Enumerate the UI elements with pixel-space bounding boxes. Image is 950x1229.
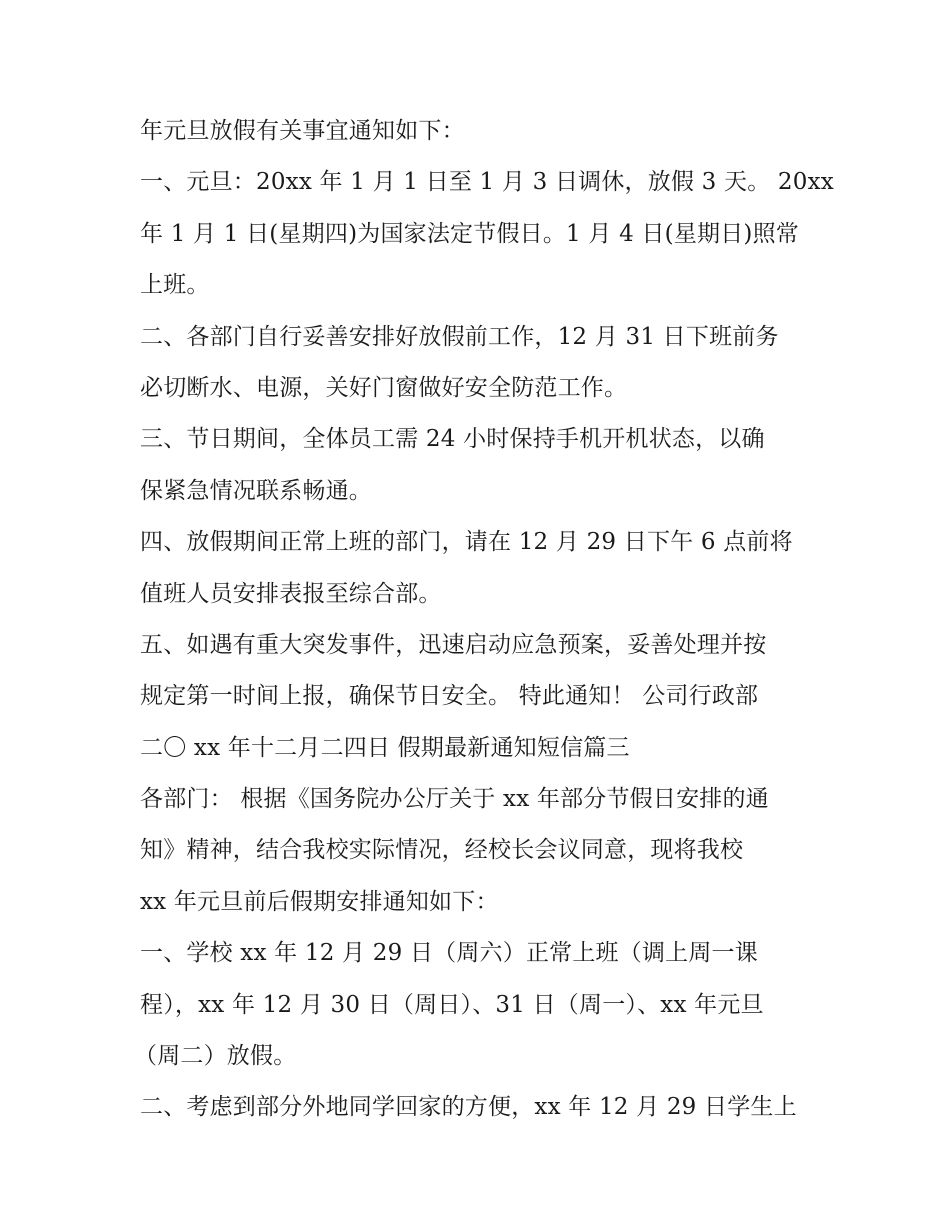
text-line: 各部门： 根据《国务院办公厅关于 xx 年部分节假日安排的通 bbox=[140, 786, 769, 813]
text-line: 二、各部门自行妥善安排好放假前工作，12 月 31 日下班前务 bbox=[140, 323, 779, 350]
text-line: 保紧急情况联系畅通。 bbox=[140, 477, 372, 504]
document-body bbox=[134, 106, 834, 1134]
text-line: 三、节日期间，全体员工需 24 小时保持手机开机状态，以确 bbox=[140, 426, 765, 453]
text-line: （周二）放假。 bbox=[134, 1043, 297, 1070]
text-line: 必切断水、电源，关好门窗做好安全防范工作。 bbox=[140, 374, 628, 401]
text-line: 一、元旦：20xx 年 1 月 1 日至 1 月 3 日调休，放假 3 天。 20xx bbox=[140, 169, 834, 196]
text-line: 上班。 bbox=[140, 272, 210, 299]
text-line: 年元旦放假有关事宜通知如下： bbox=[140, 118, 465, 144]
text-line: 四、放假期间正常上班的部门，请在 12 月 29 日下午 6 点前将 bbox=[140, 529, 793, 556]
text-line: xx 年元旦前后假期安排通知如下： bbox=[140, 888, 499, 915]
text-line: 五、如遇有重大突发事件，迅速启动应急预案，妥善处理并按 bbox=[140, 631, 767, 658]
text-line: 值班人员安排表报至综合部。 bbox=[140, 580, 442, 607]
text-line: 知》精神，结合我校实际情况，经校长会议同意，现将我校 bbox=[140, 837, 744, 864]
text-line: 二、考虑到部分外地同学回家的方便，xx 年 12 月 29 日学生上 bbox=[140, 1094, 797, 1121]
text-line: 二〇 xx 年十二月二四日 假期最新通知短信篇三 bbox=[140, 734, 630, 761]
text-line: 一、学校 xx 年 12 月 29 日（周六）正常上班（调上周一课 bbox=[140, 940, 758, 967]
text-line: 年 1 月 1 日(星期四)为国家法定节假日。1 月 4 日(星期日)照常 bbox=[140, 220, 800, 247]
text-line: 规定第一时间上报，确保节日安全。 特此通知！ 公司行政部 bbox=[140, 683, 759, 710]
text-line: 程），xx 年 12 月 30 日（周日）、31 日（周一）、xx 年元旦 bbox=[140, 991, 764, 1018]
